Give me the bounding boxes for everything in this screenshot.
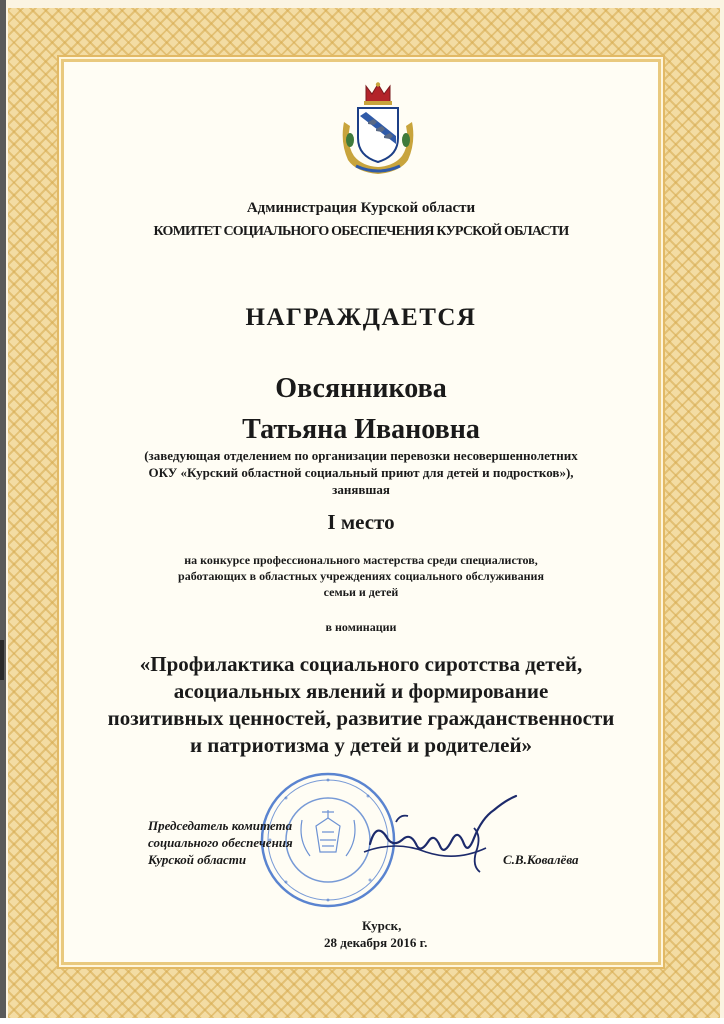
took-text: занявшая <box>332 482 390 497</box>
position-line-1: (заведующая отделением по организации перевозки несовершеннолетних <box>144 448 578 463</box>
nomination-line-2: асоциальных явлений и формирование <box>173 679 549 703</box>
signatory-name: С.В.Ковалёва <box>503 852 579 867</box>
signatory-title-line-1: Председатель комитета <box>148 818 293 833</box>
signatory-title-line-2: социального обеспечения <box>148 835 293 850</box>
coat-of-arms-icon <box>338 82 418 178</box>
contest-line-3: семьи и детей <box>323 585 399 599</box>
nomination-line-3: позитивных ценностей, развитие гражданственности <box>107 706 615 730</box>
award-title: НАГРАЖДАЕТСЯ <box>245 304 477 331</box>
position-line-2: ОКУ «Курский областной социальный приют для детей и подростков»), <box>148 465 574 480</box>
administration-name: Администрация Курской области <box>246 200 476 216</box>
contest-line-1: на конкурсе профессионального мастерства среди специалистов, <box>184 553 538 567</box>
committee-name: КОМИТЕТ СОЦИАЛЬНОГО ОБЕСПЕЧЕНИЯ КУРСКОЙ ОБЛАСТИ <box>153 224 569 239</box>
place-title: I место <box>327 510 395 534</box>
scan-margin <box>0 1018 724 1024</box>
nomination-intro: в номинации <box>325 620 397 634</box>
signatory-title-line-3: Курской области <box>148 852 247 867</box>
issue-date: 28 декабря 2016 г. <box>324 935 428 950</box>
recipient-name: Татьяна Ивановна <box>242 414 480 445</box>
scan-edge <box>0 0 6 1024</box>
recipient-surname: Овсянникова <box>275 373 447 404</box>
nomination-line-1: «Профилактика социального сиротства детей, <box>139 652 583 676</box>
city: Курск, <box>362 918 402 933</box>
handwritten-signature-icon <box>356 792 526 882</box>
scan-mark <box>0 640 4 680</box>
contest-line-2: работающих в областных учреждениях социального обслуживания <box>178 569 544 583</box>
nomination-line-4: и патриотизма у детей и родителей» <box>189 733 533 757</box>
